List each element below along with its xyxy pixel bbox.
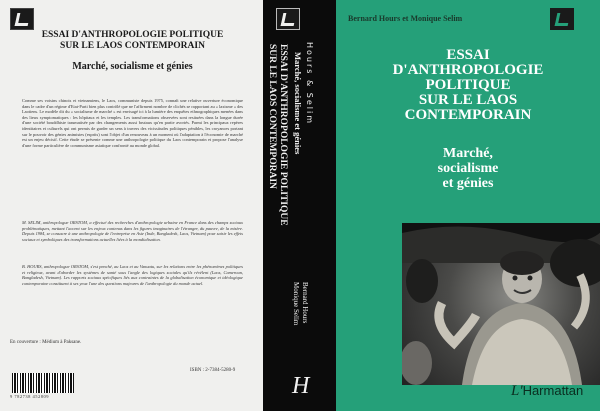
front-cover xyxy=(336,0,600,411)
back-title-line1: ESSAI D'ANTHROPOLOGIE POLITIQUE xyxy=(41,30,224,40)
back-cover xyxy=(0,0,263,411)
cover-photo xyxy=(402,223,600,385)
back-title-line2: SUR LE LAOS CONTEMPORAIN xyxy=(60,41,205,51)
front-title xyxy=(336,48,600,123)
isbn: ISBN : 2-7384-5280-9 xyxy=(190,368,236,373)
spine xyxy=(263,0,336,411)
front-title-line4: SUR LE LAOS xyxy=(418,92,518,108)
front-title-line5: CONTEMPORAIN xyxy=(404,107,532,123)
back-summary-paragraph: Comme ses voisins chinois et vietnamiens, le Laos, communiste depuis 1975, connaît une relative ouverture économique dans le cadre d'un régime d'Etat-Parti bien plus contrôlé que ne l'affirment nombre de clichés se rapportant au « laxisme » des Laotiens. Le modèle dit du « socialisme de marché » est envisagé ici à la lumière des enquêtes ethnographiques menées dans des lieux symptomatiques : les hôpitaux et les temples. Les transformations observées sont resituées dans la longue durée d'une société bouddhiste traumatisée par des changements aussi brutaux qu'en partie avortés. Parmi les principaux repères identitaires et culturels qui ont permis de garder un sens à travers des vicissitudes politiques pénibles, les croyances portant sur le pouvoir des génies animistes (esprits) sont l'objet d'un renouveau à un moment où l'adaptation à l'économie de marché est un enjeu décisif. Cette étude se présente comme une anthropologie politique du Laos contemporain et propose l'analyse d'une forme particulière de communisme asiatique confronté au monde global. xyxy=(22,98,243,148)
publisher-prefix: L' xyxy=(511,383,523,399)
front-title-line2: D'ANTHROPOLOGIE xyxy=(392,62,544,78)
spine-subtitle: Marché, socialisme et génies xyxy=(293,52,303,155)
publisher-mark: H xyxy=(292,373,310,399)
front-subtitle-line3: et génies xyxy=(442,176,494,191)
spine-authors xyxy=(291,282,309,325)
publisher-logo-icon xyxy=(276,8,300,30)
spine-title xyxy=(266,44,288,226)
spine-vertical-authors: Hours & Selim xyxy=(305,42,314,125)
publisher-logo-icon xyxy=(550,8,574,30)
back-subtitle: Marché, socialisme et génies xyxy=(72,61,193,72)
spine-title-line2: SUR LE LAOS CONTEMPORAIN xyxy=(267,44,277,189)
front-title-line1: ESSAI xyxy=(446,47,490,63)
barcode-icon xyxy=(12,373,74,393)
spine-title-line1: ESSAI D'ANTHROPOLOGIE POLITIQUE xyxy=(278,44,288,226)
front-title-line3: POLITIQUE xyxy=(425,77,511,93)
publisher-logo-icon xyxy=(10,8,34,30)
back-title xyxy=(20,30,245,52)
spine-author2: Monique Selim xyxy=(292,282,300,326)
front-subtitle-line2: socialisme xyxy=(437,161,499,176)
cover-credit: En couverture : Médium à Paksane. xyxy=(10,340,82,345)
front-subtitle xyxy=(336,146,600,191)
barcode-number: 9 782738 452809 xyxy=(10,394,49,399)
author-bio-selim: M. SELIM, anthropologue ORSTOM, a effectué des recherches d'anthropologie urbaine en France dans des champs sociaux problématiques, mettant l'accent sur les enjeux contenus dans les figures imaginaires de l'étranger, du pauvre, de la misère. Depuis 1984, se consacre à une anthropologie de l'entreprise en Asie (Inde, Bangladesh, Laos, Vietnam) pour saisir les effets sociaux et symboliques des transformations actuelles liées à la mondialisation. xyxy=(22,220,243,242)
publisher-name: Harmattan xyxy=(522,383,584,398)
photo-illustration xyxy=(402,223,600,385)
front-authors: Bernard Hours et Monique Selim xyxy=(348,14,463,23)
front-subtitle-line1: Marché, xyxy=(443,146,493,161)
author-bio-hours: B. HOURS, anthropologue ORSTOM, s'est penché, au Laos et au Vanuatu, sur les relations entre les phénomènes politiques et religieux, avant d'aborder les systèmes de santé sous l'angle des logiques sociales qu'ils révèlent (Laos, Cameroun, Bangladesh, Vietnam). Les rapports sociaux spécifiques liés aux contraintes de la globalisation économique et idéologique contemporaine constituent à ses yeux l'une des questions majeures de l'anthropologie du monde actuel. xyxy=(22,264,243,286)
publisher-logo xyxy=(511,383,583,400)
spine-author1: Bernard Hours xyxy=(301,282,309,324)
